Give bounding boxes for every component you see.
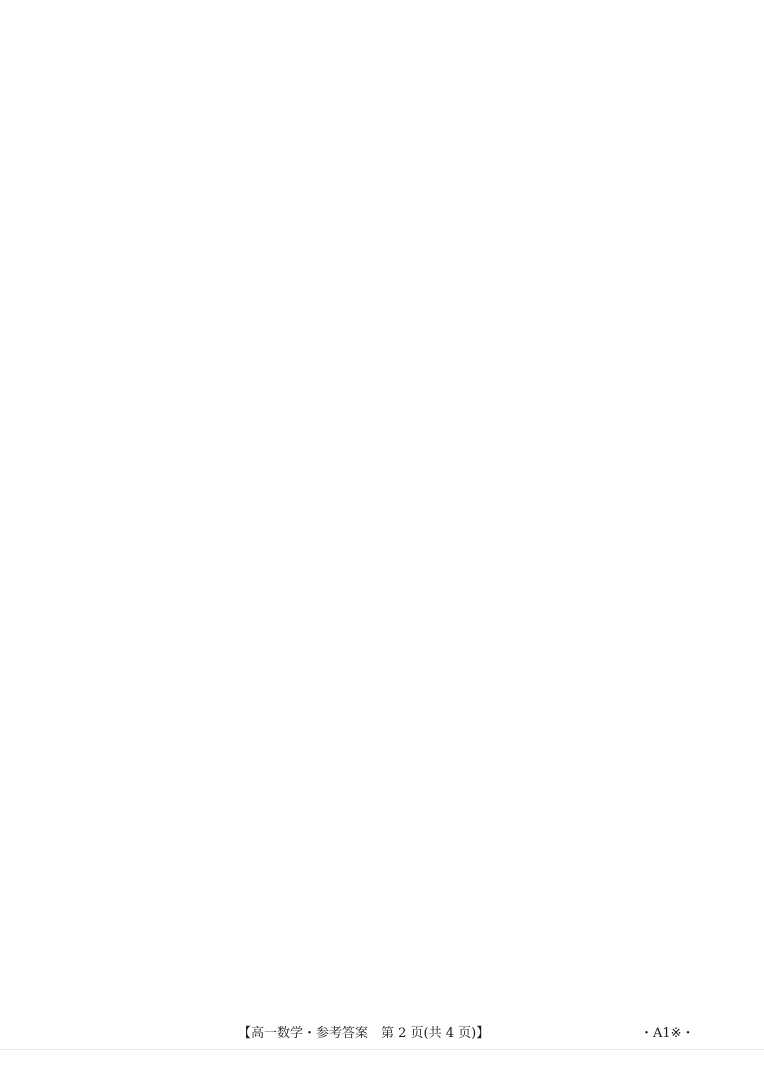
footer-center-label: 【高一数学・参考答案 第 2 页(共 4 页)】 [238,1026,490,1041]
page-bottom-rule [0,1049,764,1050]
footer-right-label: ・A1※・ [640,1026,695,1041]
